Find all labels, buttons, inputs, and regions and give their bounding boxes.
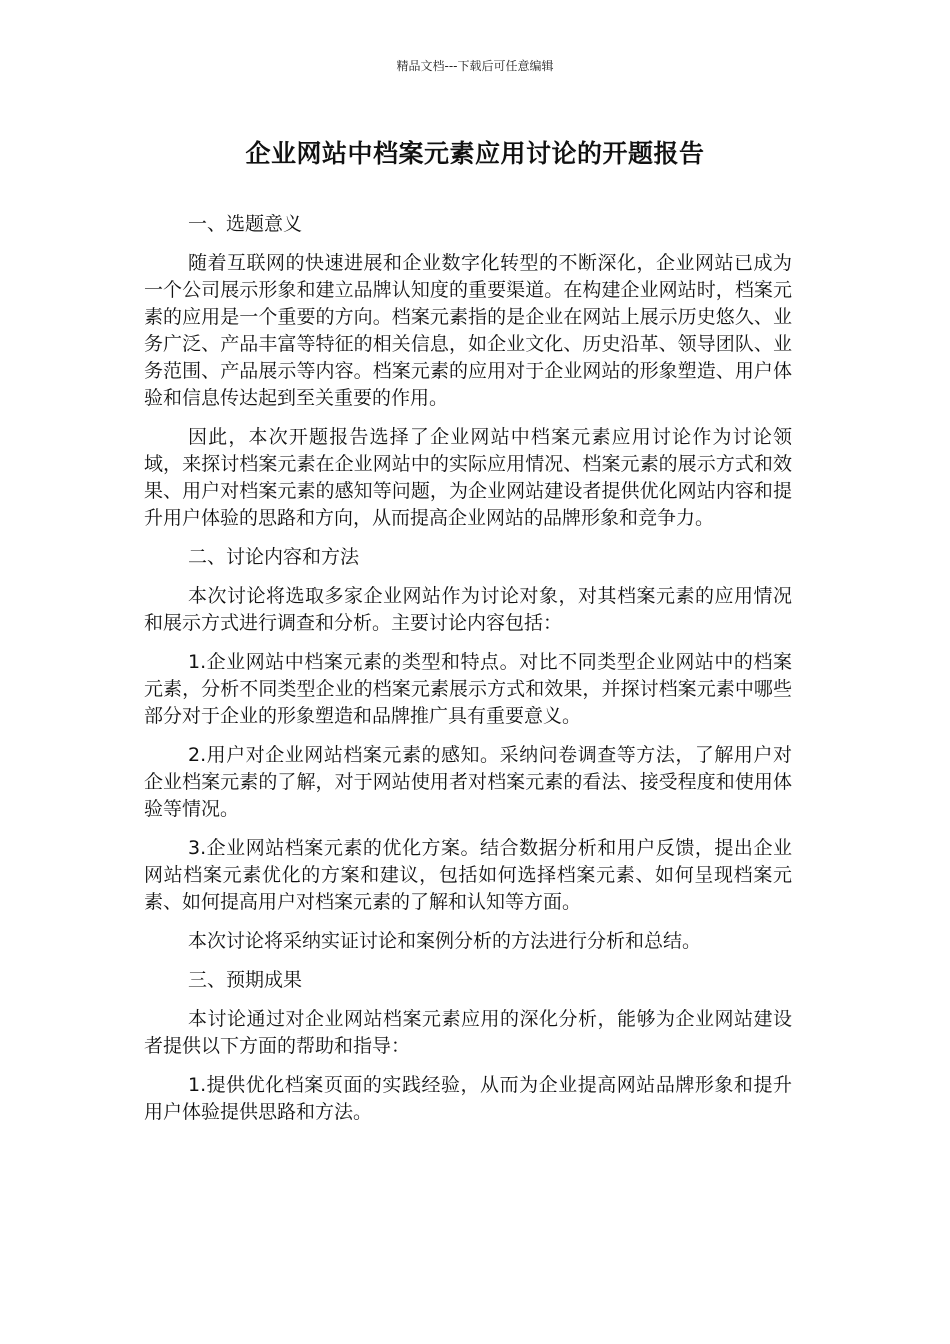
paragraph: 本讨论通过对企业网站档案元素应用的深化分析，能够为企业网站建设者提供以下方面的帮助和指导： bbox=[144, 1008, 792, 1057]
header-note: 精品文档---下载后可任意编辑 bbox=[396, 59, 554, 73]
section-heading: 二、讨论内容和方法 bbox=[188, 546, 360, 568]
list-item-paragraph: 3.企业网站档案元素的优化方案。结合数据分析和用户反馈，提出企业网站档案元素优化的方案和建议，包括如何选择档案元素、如何呈现档案元素、如何提高用户对档案元素的了解和认知等方面。 bbox=[144, 837, 792, 913]
section-heading: 一、选题意义 bbox=[188, 213, 303, 235]
document-body bbox=[144, 211, 792, 1138]
section-heading: 三、预期成果 bbox=[188, 969, 303, 991]
paragraph: 本次讨论将选取多家企业网站作为讨论对象，对其档案元素的应用情况和展示方式进行调查和分析。主要讨论内容包括： bbox=[144, 585, 792, 634]
document-title: 企业网站中档案元素应用讨论的开题报告 bbox=[245, 139, 705, 168]
list-item-paragraph: 1.提供优化档案页面的实践经验，从而为企业提高网站品牌形象和提升用户体验提供思路和方法。 bbox=[144, 1074, 792, 1123]
list-item-paragraph: 2.用户对企业网站档案元素的感知。采纳问卷调查等方法，了解用户对企业档案元素的了解，对于网站使用者对档案元素的看法、接受程度和使用体验等情况。 bbox=[144, 744, 792, 820]
paragraph: 随着互联网的快速进展和企业数字化转型的不断深化，企业网站已成为一个公司展示形象和建立品牌认知度的重要渠道。在构建企业网站时，档案元素的应用是一个重要的方向。档案元素指的是企业在网站上展示历史悠久、业务广泛、产品丰富等特征的相关信息，如企业文化、历史沿革、领导团队、业务范围、产品展示等内容。档案元素的应用对于企业网站的形象塑造、用户体验和信息传达起到至关重要的作用。 bbox=[144, 252, 792, 409]
paragraph: 本次讨论将采纳实证讨论和案例分析的方法进行分析和总结。 bbox=[188, 930, 702, 952]
list-item-paragraph: 1.企业网站中档案元素的类型和特点。对比不同类型企业网站中的档案元素，分析不同类型企业的档案元素展示方式和效果，并探讨档案元素中哪些部分对于企业的形象塑造和品牌推广具有重要意义。 bbox=[144, 651, 792, 727]
paragraph: 因此，本次开题报告选择了企业网站中档案元素应用讨论作为讨论领域，来探讨档案元素在企业网站中的实际应用情况、档案元素的展示方式和效果、用户对档案元素的感知等问题，为企业网站建设者提供优化网站内容和提升用户体验的思路和方向，从而提高企业网站的品牌形象和竞争力。 bbox=[144, 426, 792, 529]
